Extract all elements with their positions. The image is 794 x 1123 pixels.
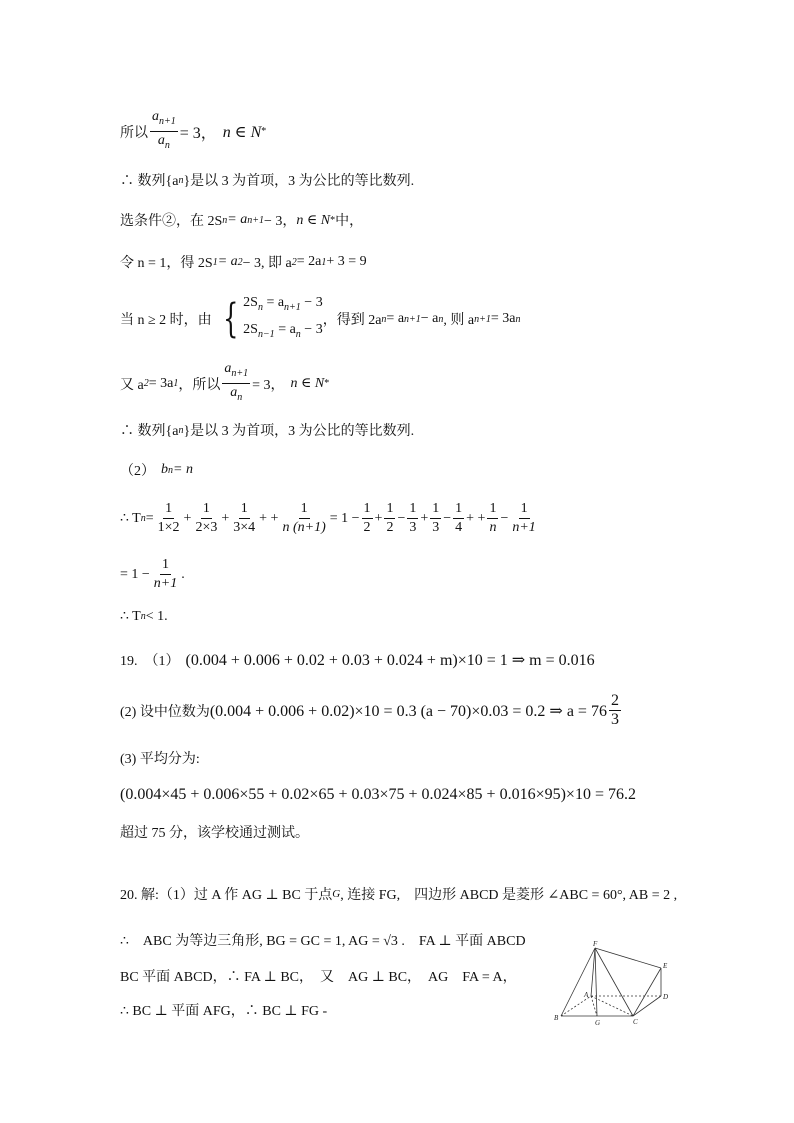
line-q19-part1: 19. （1） (0.004 + 0.006 + 0.02 + 0.03 + 0.024 + m)×10 = 1 ⇒ m = 0.016 [120,652,595,669]
label-E: E [663,962,668,970]
line-system: 当 n ≥ 2 时，由 { $2S_n = a_{n+1} - 3$ $2S_{n-1} = a_n - 3$ ，得到 2a n = a n+1 − a n , 则 a n+1 = 3a n [120,292,520,346]
geometry-figure [553,938,673,1028]
label-D: D [663,993,669,1001]
line-conclusion-1: ∴ 数列{a n }是以 3 为首项，3 为公比的等比数列. [120,174,415,189]
line-q19-part2: (2) 设中位数为 (0.004 + 0.006 + 0.02)×10 = 0.3 (a − 70)×0.03 = 0.2 ⇒ a = 76 $\frac{2}{3}$ [120,692,619,728]
label-G: G [595,1019,601,1027]
label-B: B [554,1014,559,1022]
line-q20-perp: BC 平面 ABCD，∴ FA ⊥ BC， 又 AG ⊥ BC， AG FA = A， [120,970,517,985]
edge-CD [633,996,661,1016]
line-inequality: ∴ T n < 1. [120,608,168,624]
line-conclusion-q19: 超过 75 分，该学校通过测试。 [120,826,309,841]
edge-FG [595,948,597,1016]
fraction: $\frac{a_{n+1}}{a_n}$ [152,109,176,151]
text: n ∈ N [222,123,262,141]
edge-EC [633,968,661,1016]
line-q20-final: ∴ BC ⊥ 平面 AFG，∴ BC ⊥ FG - [120,1004,328,1019]
label-A: A [584,991,589,999]
line-part-2: （2） b n = n [120,462,193,479]
text: = 3， [179,125,217,142]
line-ratio-2: 又 a 2 = 3a 1 ，所以 $\frac{a_{n+1}}{a_n}$ = 3， n ∈ N * [120,360,329,407]
line-telescoping-sum: ∴ T n = $\frac{1}{1\times 2}$ + $\frac{1}{2\times 3}$ + $\frac{1}{3\times 4}$ + + $\frac{1}{n (n+1)}$ = 1 − $\frac{1}{2}$ + $\frac{1}{2}$ − $\frac{1}{3}$ + $\frac{1}{3}$ − $\frac{1}{4}$ + + $\frac{1}{n}$ − $\frac{1}{n+1}$ [120,501,536,535]
edge-BA [561,996,591,1016]
line-let-n1: 令 n = 1，得 2S 1 = a 2 − 3, 即 a 2 = 2a 1 + 3 = 9 [120,254,367,271]
line-average: (0.004×45 + 0.006×55 + 0.02×65 + 0.03×75 + 0.024×85 + 0.016×95)×10 = 76.2 [120,786,636,803]
edge-FB [561,948,595,1016]
line-q20-triangle: ∴ ABC 为等边三角形, BG = GC = 1, AG = √3 . FA ⊥ 平面 ABCD [120,934,526,949]
label-F: F [593,940,598,948]
line-condition-2: 选条件②，在 2S n = a n+1 − 3， n ∈ N * 中， [120,212,364,229]
line-ratio-1: 所以 $\frac{a_{n+1}}{a_n}$ = 3， n ∈ N * [120,108,266,155]
line-q20-start: 20. 解:（1）过 A 作 AG ⊥ BC 于点 G , 连接 FG, 四边形 ABCD 是菱形 ∠ABC = 60°, AB = 2 , [120,888,678,903]
line-q19-part3: (3) 平均分为: [120,752,200,767]
text: 所以 [120,125,148,141]
line-conclusion-2: ∴ 数列{a n }是以 3 为首项，3 为公比的等比数列. [120,424,415,439]
label-C: C [633,1018,638,1026]
line-result: = 1 − $\frac{1}{n+1}$ . [120,557,185,591]
equation-system: { $2S_n = a_{n+1} - 3$ $2S_{n-1} = a_n - 3$ [222,295,323,342]
fraction: $\frac{a_{n+1}}{a_n}$ [224,361,249,403]
